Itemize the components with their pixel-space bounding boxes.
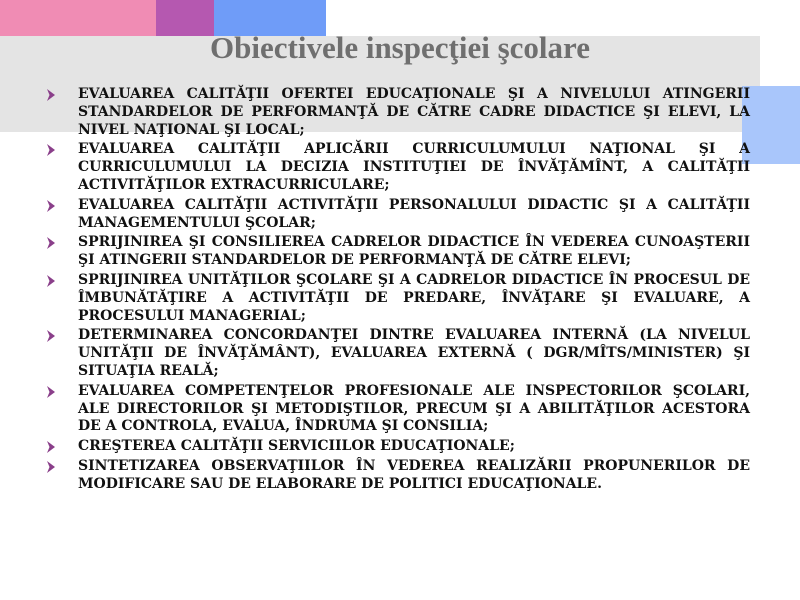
list-item xyxy=(46,197,750,233)
slide-title: Obiectivele inspecţiei şcolare xyxy=(210,30,590,65)
arrow-bullet-icon xyxy=(46,385,56,399)
arrow-bullet-icon xyxy=(46,236,56,250)
list-item-text: EVALUAREA CALITĂŢII APLICĂRII CURRICULUMULUI NAŢIONAL ŞI A CURRICULUMULUI LA DECIZIA INSTITUŢIEI DE ÎNVĂŢĂMÎNT, A CALITĂŢII ACTIVITĂŢILOR EXTRACURRICULARE; xyxy=(78,141,750,193)
list-item-text: EVALUAREA COMPETENŢELOR PROFESIONALE ALE INSPECTORILOR ŞCOLARI, ALE DIRECTORILOR ŞI METODIŞTILOR, PRECUM ŞI A ABILITĂŢILOR ACESTORA DE A CONTROLA, EVALUA, ÎNDRUMA ŞI CONSILIA; xyxy=(78,382,750,435)
arrow-bullet-icon xyxy=(46,440,56,454)
list-item-text: DETERMINAREA CONCORDANŢEI DINTRE EVALUAREA INTERNĂ (LA NIVELUL UNITĂŢII DE ÎNVĂŢĂMÂNT), EVALUAREA EXTERNĂ ( DGR/MÎTS/MINISTER) ŞI SITUAŢIA REALĂ; xyxy=(78,327,750,379)
objectives-list xyxy=(46,86,750,496)
list-item-text: SPRIJINIREA UNITĂŢILOR ŞCOLARE ŞI A CADRELOR DIDACTICE ÎN PROCESUL DE ÎMBUNĂTĂŢIRE A ACTIVITĂŢII DE PREDARE, ÎNVĂŢARE ŞI EVALUARE, A PROCESULUI MANAGERIAL; xyxy=(78,271,750,324)
list-item-text: SPRIJINIREA ŞI CONSILIEREA CADRELOR DIDACTICE ÎN VEDEREA CUNOAŞTERII ŞI ATINGERII STANDARDELOR DE PERFORMANŢĂ DE CĂTRE ELEVI; xyxy=(78,234,750,269)
list-item xyxy=(46,458,750,494)
list-item xyxy=(46,327,750,380)
arrow-bullet-icon xyxy=(46,88,56,102)
list-item-text: EVALUAREA CALITĂŢII OFERTEI EDUCAŢIONALE ŞI A NIVELULUI ATINGERII STANDARDELOR DE PERFORMANŢĂ DE CĂTRE CADRE DIDACTICE ŞI ELEVI, LA NIVEL NAŢIONAL ŞI LOCAL; xyxy=(78,86,750,138)
arrow-bullet-icon xyxy=(46,460,56,474)
decorative-light-blue-block xyxy=(742,86,800,164)
list-item xyxy=(46,86,750,139)
list-item xyxy=(46,438,750,456)
list-item xyxy=(46,234,750,270)
list-item-text: SINTETIZAREA OBSERVAŢIILOR ÎN VEDEREA REALIZĂRII PROPUNERILOR DE MODIFICARE SAU DE ELABORARE DE POLITICI EDUCAŢIONALE. xyxy=(78,457,750,492)
list-item xyxy=(46,383,750,436)
arrow-bullet-icon xyxy=(46,143,56,157)
list-item xyxy=(46,141,750,194)
arrow-bullet-icon xyxy=(46,199,56,213)
list-item-text: CREŞTEREA CALITĂŢII SERVICIILOR EDUCAŢIONALE; xyxy=(78,438,515,455)
list-item xyxy=(46,272,750,325)
arrow-bullet-icon xyxy=(46,274,56,288)
list-item-text: EVALUAREA CALITĂŢII ACTIVITĂŢII PERSONALULUI DIDACTIC ŞI A CALITĂŢII MANAGEMENTULUI ŞCOLAR; xyxy=(78,196,750,231)
arrow-bullet-icon xyxy=(46,329,56,343)
